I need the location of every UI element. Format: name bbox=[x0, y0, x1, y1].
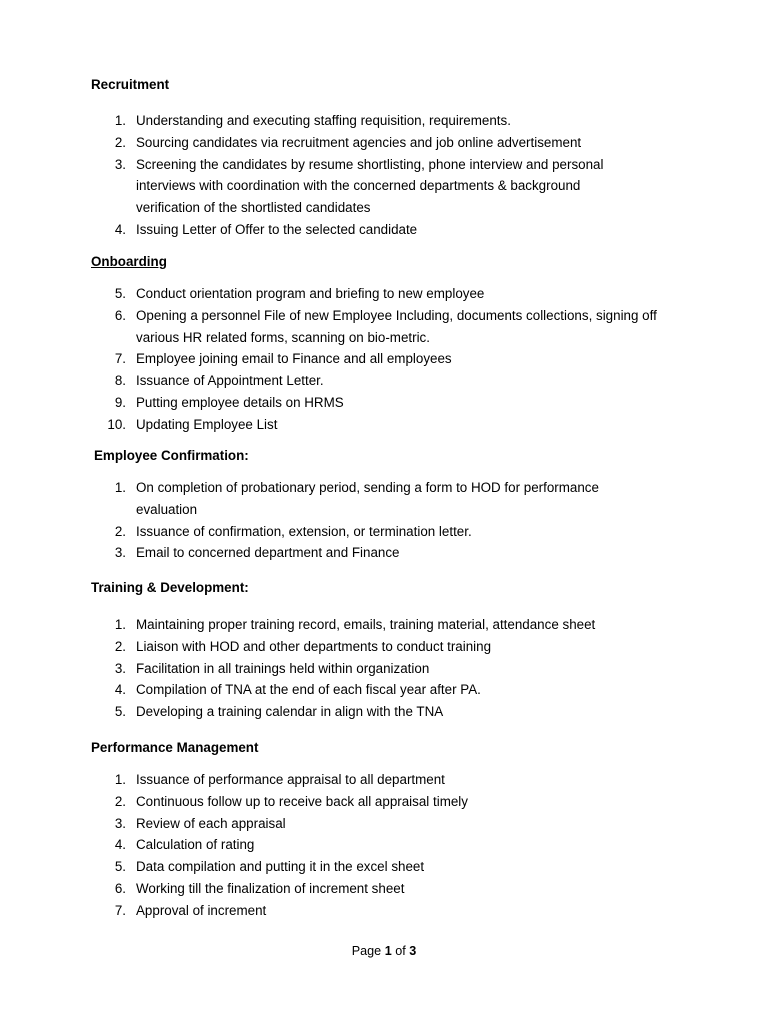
list-item-number: 1. bbox=[114, 772, 126, 787]
list-item-text: Putting employee details on HRMS bbox=[136, 394, 344, 410]
list-item-number: 10. bbox=[107, 416, 126, 432]
list-item bbox=[0, 154, 768, 219]
list-item-number: 3. bbox=[114, 156, 126, 172]
onboarding-list bbox=[0, 283, 768, 436]
list-item bbox=[0, 370, 768, 392]
list-item bbox=[0, 834, 768, 856]
section-heading-employee-confirmation: Employee Confirmation: bbox=[94, 448, 249, 463]
list-item-number: 4. bbox=[114, 221, 126, 237]
list-item-number: 1. bbox=[114, 617, 126, 632]
list-item bbox=[0, 283, 768, 305]
list-item-text: Issuing Letter of Offer to the selected candidate bbox=[136, 221, 418, 237]
list-item-text: Issuance of confirmation, extension, or termination letter. bbox=[136, 523, 472, 539]
list-item-text: Conduct orientation program and briefing to new employee bbox=[136, 286, 485, 301]
list-item-text: Screening the candidates by resume shortlisting, phone interview and personal interviews with coordination with the concerned departments & background verification of the shortlisted candidates bbox=[136, 156, 604, 216]
list-item-text: Liaison with HOD and other departments to conduct training bbox=[136, 638, 492, 654]
list-item-text: Maintaining proper training record, emails, training material, attendance sheet bbox=[136, 617, 596, 632]
list-item bbox=[0, 392, 768, 414]
list-item bbox=[0, 701, 768, 723]
list-item bbox=[0, 900, 768, 922]
list-item bbox=[0, 542, 768, 564]
list-item-text: Approval of increment bbox=[136, 902, 267, 918]
list-item bbox=[0, 132, 768, 154]
section-heading-recruitment: Recruitment bbox=[91, 77, 170, 92]
list-item-number: 6. bbox=[114, 307, 126, 323]
recruitment-list bbox=[0, 110, 768, 241]
list-item bbox=[0, 658, 768, 680]
list-item-number: 8. bbox=[114, 373, 126, 389]
list-item-number: 2. bbox=[114, 638, 126, 654]
list-item-number: 5. bbox=[114, 704, 126, 720]
list-item-number: 2. bbox=[114, 134, 126, 150]
list-item-number: 5. bbox=[114, 859, 126, 875]
list-item-number: 3. bbox=[114, 545, 126, 561]
page-footer bbox=[0, 943, 768, 959]
section-heading-training-development: Training & Development: bbox=[91, 580, 249, 595]
list-item-text: Review of each appraisal bbox=[136, 815, 286, 831]
list-item bbox=[0, 348, 768, 370]
list-item bbox=[0, 614, 768, 636]
list-item bbox=[0, 856, 768, 878]
list-item-number: 6. bbox=[114, 880, 126, 896]
list-item-text: Issuance of performance appraisal to all department bbox=[136, 772, 445, 787]
list-item bbox=[0, 878, 768, 900]
list-item-text: Understanding and executing staffing requisition, requirements. bbox=[136, 113, 511, 128]
list-item-number: 5. bbox=[114, 286, 126, 301]
list-item bbox=[0, 305, 768, 349]
list-item-number: 2. bbox=[114, 523, 126, 539]
list-item-number: 1. bbox=[114, 113, 126, 128]
list-item bbox=[0, 477, 768, 521]
list-item-number: 2. bbox=[114, 793, 126, 809]
footer-current-page: 1 bbox=[384, 944, 392, 958]
footer-page-word: Page bbox=[351, 944, 382, 958]
list-item-text: Issuance of Appointment Letter. bbox=[136, 373, 324, 389]
list-item-number: 1. bbox=[114, 480, 126, 495]
performance-management-list bbox=[0, 769, 768, 922]
footer-total-pages: 3 bbox=[409, 944, 417, 958]
list-item-text: Compilation of TNA at the end of each fiscal year after PA. bbox=[136, 682, 481, 698]
list-item bbox=[0, 521, 768, 543]
list-item bbox=[0, 679, 768, 701]
list-item bbox=[0, 219, 768, 241]
list-item-number: 4. bbox=[114, 837, 126, 853]
list-item bbox=[0, 636, 768, 658]
list-item-text: Data compilation and putting it in the excel sheet bbox=[136, 859, 425, 875]
footer-of-word: of bbox=[395, 944, 406, 958]
list-item-number: 3. bbox=[114, 660, 126, 676]
list-item bbox=[0, 791, 768, 813]
list-item-text: Calculation of rating bbox=[136, 837, 255, 853]
list-item-number: 4. bbox=[114, 682, 126, 698]
list-item-number: 7. bbox=[114, 902, 126, 918]
section-heading-performance-management: Performance Management bbox=[91, 740, 259, 755]
list-item bbox=[0, 414, 768, 436]
list-item-text: On completion of probationary period, sending a form to HOD for performance evaluation bbox=[136, 480, 599, 517]
employee-confirmation-list bbox=[0, 477, 768, 564]
list-item-text: Email to concerned department and Finance bbox=[136, 545, 400, 561]
list-item bbox=[0, 769, 768, 791]
list-item-text: Developing a training calendar in align with the TNA bbox=[136, 704, 444, 720]
list-item bbox=[0, 813, 768, 835]
list-item-text: Employee joining email to Finance and all employees bbox=[136, 351, 452, 367]
list-item-number: 9. bbox=[114, 394, 126, 410]
list-item-text: Continuous follow up to receive back all appraisal timely bbox=[136, 793, 468, 809]
section-heading-onboarding: Onboarding bbox=[91, 254, 167, 269]
list-item-text: Working till the finalization of increment sheet bbox=[136, 880, 405, 896]
list-item-number: 3. bbox=[114, 815, 126, 831]
list-item-text: Updating Employee List bbox=[136, 416, 278, 432]
list-item-text: Opening a personnel File of new Employee Including, documents collections, signing off various HR related forms, scanning on bio-metric. bbox=[136, 307, 657, 345]
list-item-text: Sourcing candidates via recruitment agencies and job online advertisement bbox=[136, 134, 582, 150]
list-item-text: Facilitation in all trainings held within organization bbox=[136, 660, 430, 676]
list-item bbox=[0, 110, 768, 132]
training-development-list bbox=[0, 614, 768, 723]
list-item-number: 7. bbox=[114, 351, 126, 367]
